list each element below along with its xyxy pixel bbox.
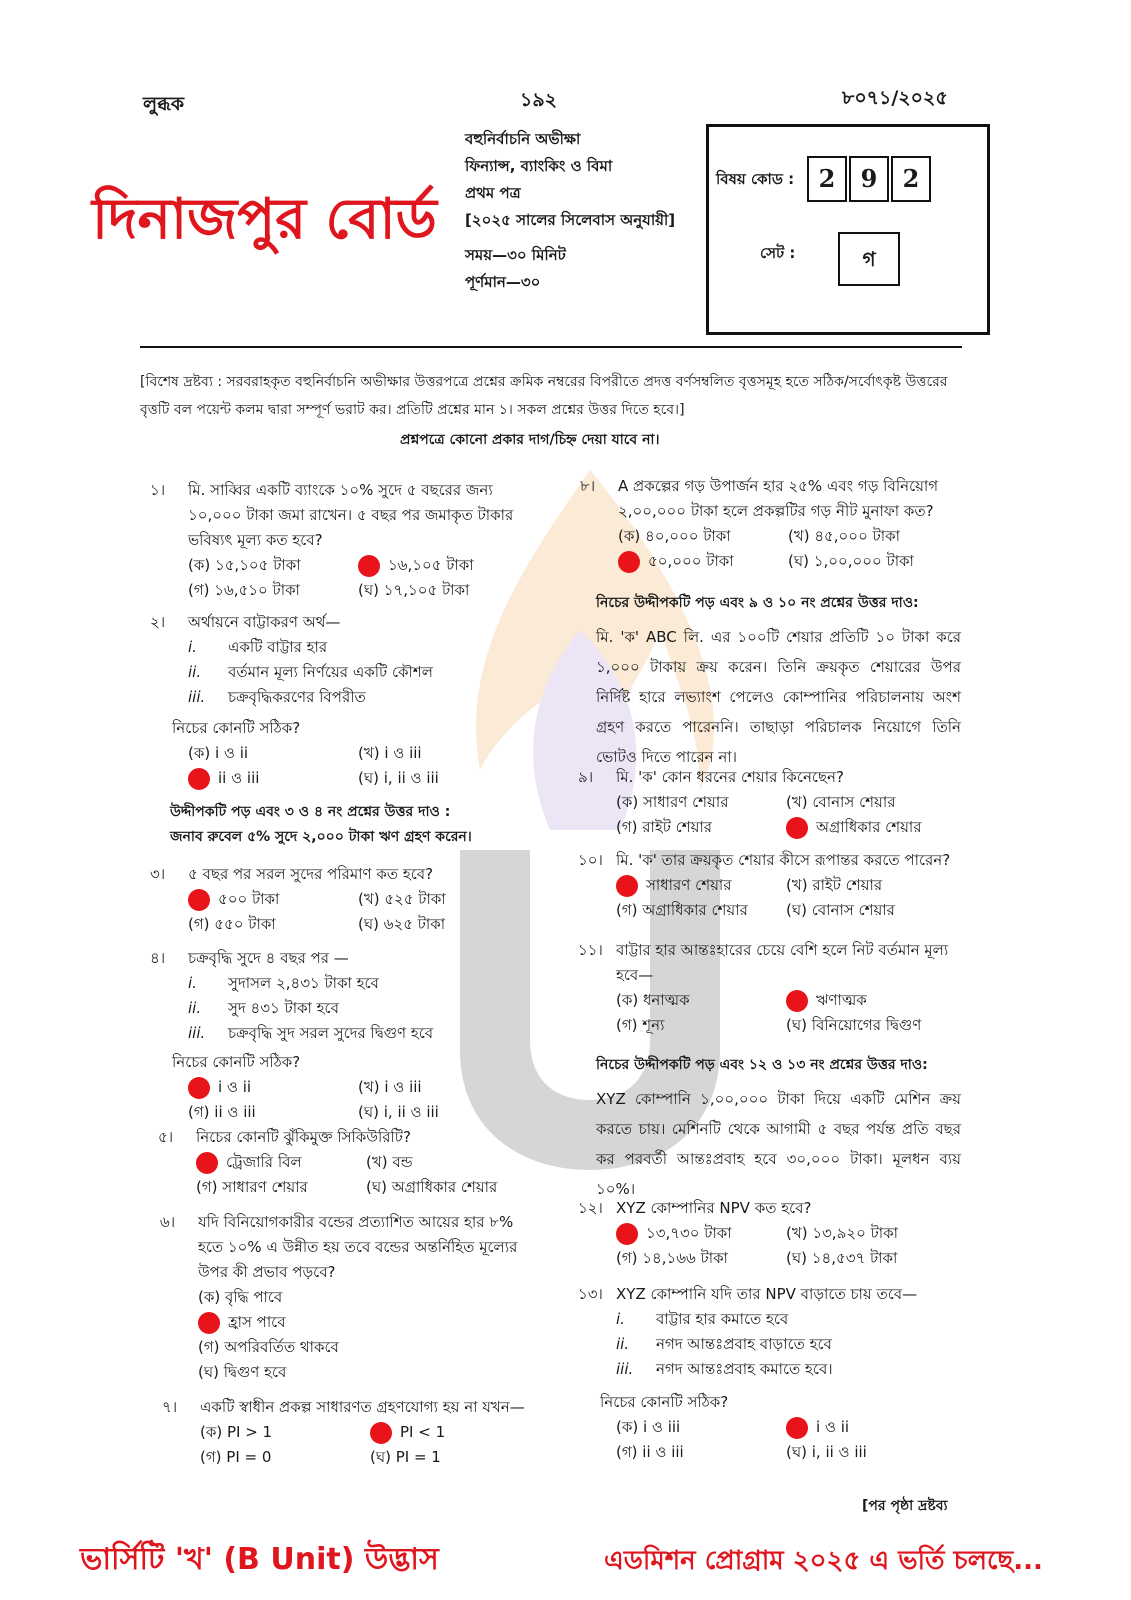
answer-dot bbox=[786, 1417, 808, 1439]
subject-code-digit: 2 bbox=[891, 156, 931, 202]
next-page-note: [পর পৃষ্ঠা দ্রষ্টব্য bbox=[862, 1498, 948, 1514]
option-c: (গ) অগ্রাধিকার শেয়ার bbox=[616, 901, 748, 919]
option-a: (ক) i ও ii bbox=[188, 744, 249, 762]
header-divider bbox=[140, 346, 962, 348]
question-3: ৩। ৫ বছর পর সরল সুদের পরিমাণ কত হবে? ৫০০ টাকা (খ) ৫২৫ টাকা (গ) ৫৫০ টাকা (ঘ) ৬২৫ টাকা bbox=[188, 862, 533, 937]
option-c-answer: ৫০,০০০ টাকা bbox=[618, 549, 788, 574]
question-text: অর্থায়নে বাট্টাকরণ অর্থ— bbox=[188, 613, 341, 631]
header-left-label: লুব্ধক bbox=[143, 93, 185, 115]
question-text: XYZ কোম্পানি যদি তার NPV বাড়াতে চায় তবে— bbox=[616, 1285, 918, 1303]
code-box bbox=[706, 124, 990, 335]
option-b-answer: হ্রাস পাবে bbox=[198, 1310, 538, 1335]
option-c-answer: ii ও iii bbox=[188, 766, 358, 791]
stem-intro: নিচের উদ্দীপকটি পড় এবং ৯ ও ১০ নং প্রশ্নের উত্তর দাও: bbox=[596, 595, 919, 611]
option-a-answer: i ও ii bbox=[188, 1075, 358, 1100]
statement-ii: ii. সুদ ৪৩১ টাকা হবে bbox=[188, 999, 339, 1017]
question-text: চক্রবৃদ্ধি সুদে ৪ বছর পর — bbox=[188, 949, 349, 967]
answer-dot bbox=[616, 875, 638, 897]
question-12: ১২। XYZ কোম্পানির NPV কত হবে? ১৩,৭৩০ টাকা (খ) ১৩,৯২০ টাকা (গ) ১৪,১৬৬ টাকা (ঘ) ১৪,৫৩৭ টাকা bbox=[616, 1196, 961, 1271]
question-text: যদি বিনিয়োগকারীর বন্ডের প্রত্যাশিত আয়ের হার ৮% হতে ১০% এ উন্নীত হয় তবে বন্ডের অন্তর্নিহিত মূল্যের উপর কী প্রভাব পড়বে? bbox=[198, 1213, 518, 1281]
question-9: ৯। মি. 'ক' কোন ধরনের শেয়ার কিনেছেন? (ক) সাধারণ শেয়ার (খ) বোনাস শেয়ার (গ) রাইট শেয়ার অগ্রাধিকার শেয়ার bbox=[616, 765, 961, 840]
notice: [বিশেষ দ্রষ্টব্য : সরবরাহকৃত বহুনির্বাচনি অভীক্ষার উত্তরপত্রে প্রশ্নের ক্রমিক নম্বরের বিপরীতে প্রদত্ত বর্ণসম্বলিত বৃত্তসমূহ হতে সঠিক/সর্বোৎকৃষ্ট উত্তরের বৃত্তটি বল পয়েন্ট কলম দ্বারা সম্পূর্ণ ভরাট কর। প্রতিটি প্রশ্নের মান ১। সকল প্রশ্নের উত্তর দিতে হবে।] bbox=[140, 374, 948, 418]
option-b-answer: ১৬,১০৫ টাকা bbox=[358, 553, 474, 578]
footer-left-ad: ভার্সিটি 'খ' (B Unit) উদ্ভাস bbox=[80, 1542, 439, 1577]
set-label: সেট : bbox=[760, 244, 796, 262]
option-a: (ক) ১৫,১০৫ টাকা bbox=[188, 556, 301, 574]
option-c: (গ) অপরিবর্তিত থাকবে bbox=[198, 1338, 339, 1356]
question-prompt: নিচের কোনটি সঠিক? bbox=[172, 719, 301, 737]
option-a: (ক) i ও iii bbox=[616, 1418, 681, 1436]
option-d: (ঘ) বিনিয়োগের দ্বিগুণ bbox=[786, 1016, 922, 1034]
footer-right-ad: এডমিশন প্রোগ্রাম ২০২৫ এ ভর্তি চলছে... bbox=[604, 1546, 1043, 1576]
option-a: (ক) সাধারণ শেয়ার bbox=[616, 793, 729, 811]
option-b: (খ) ৪৫,০০০ টাকা bbox=[788, 527, 900, 545]
option-c: (গ) ii ও iii bbox=[188, 1103, 256, 1121]
option-d: (ঘ) ৬২৫ টাকা bbox=[358, 915, 446, 933]
option-c: (গ) PI = 0 bbox=[200, 1448, 272, 1466]
option-d: (ঘ) PI = 1 bbox=[370, 1448, 441, 1466]
answer-dot bbox=[786, 817, 808, 839]
option-a-answer: ১৩,৭৩০ টাকা bbox=[616, 1221, 786, 1246]
question-11: ১১। বাট্টার হার আন্তঃহারের চেয়ে বেশি হলে নিট বর্তমান মূল্য হবে— (ক) ধনাত্মক ঋণাত্মক (গ) শূন্য (ঘ) বিনিয়োগের দ্বিগুণ bbox=[616, 938, 961, 1038]
stem-body: XYZ কোম্পানি ১,০০,০০০ টাকা দিয়ে একটি মেশিন ক্রয় করতে চায়। মেশিনটি থেকে আগামী ৫ বছর পর্যন্ত প্রতি বছর কর পরবর্তী আন্তঃপ্রবাহ হবে ৩০,০০০ টাকা। মূলধন ব্যয় ১০%। bbox=[596, 1090, 961, 1198]
question-8: ৮। A প্রকল্পের গড় উপার্জন হার ২৫% এবং গড় বিনিয়োগ ২,০০,০০০ টাকা হলে প্রকল্পটির গড় নীট মুনাফা কত? (ক) ৪০,০০০ টাকা (খ) ৪৫,০০০ টাকা ৫০,০০০ টাকা (ঘ) ১,০০,০০০ টাকা bbox=[618, 474, 963, 574]
board-name: দিনাজপুর বোর্ড bbox=[92, 186, 437, 252]
question-6: ৬। যদি বিনিয়োগকারীর বন্ডের প্রত্যাশিত আয়ের হার ৮% হতে ১০% এ উন্নীত হয় তবে বন্ডের অন্তর্নিহিত মূল্যের উপর কী প্রভাব পড়বে? (ক) বৃদ্ধি পাবে হ্রাস পাবে (গ) অপরিবর্তিত থাকবে (ঘ) দ্বিগুণ হবে bbox=[198, 1210, 538, 1385]
option-c: (গ) শূন্য bbox=[616, 1016, 665, 1034]
answer-dot bbox=[786, 990, 808, 1012]
exam-info bbox=[465, 126, 675, 296]
statement-ii: ii. বর্তমান মূল্য নির্ণয়ের একটি কৌশল bbox=[188, 663, 433, 681]
option-a: (ক) বৃদ্ধি পাবে bbox=[198, 1288, 283, 1306]
subject-code-label: বিষয় কোড : bbox=[716, 170, 795, 188]
question-prompt: নিচের কোনটি সঠিক? bbox=[172, 1053, 301, 1071]
question-text: A প্রকল্পের গড় উপার্জন হার ২৫% এবং গড় বিনিয়োগ ২,০০,০০০ টাকা হলে প্রকল্পটির গড় নীট মুনাফা কত? bbox=[618, 477, 939, 520]
statement-iii: iii. চক্রবৃদ্ধি সুদ সরল সুদের দ্বিগুণ হবে bbox=[188, 1024, 434, 1042]
option-b: (খ) ১৩,৯২০ টাকা bbox=[786, 1224, 898, 1242]
stem-intro: উদ্দীপকটি পড় এবং ৩ ও ৪ নং প্রশ্নের উত্তর দাও : bbox=[170, 804, 451, 820]
statement-i: i. সুদাসল ২,৪৩১ টাকা হবে bbox=[188, 974, 379, 992]
question-7: ৭। একটি স্বাধীন প্রকল্প সাধারণত গ্রহণযোগ্য হয় না যখন— (ক) PI > 1 PI < 1 (গ) PI = 0 (ঘ) PI = 1 bbox=[200, 1395, 540, 1470]
option-c: (গ) ১৪,১৬৬ টাকা bbox=[616, 1249, 728, 1267]
option-c: (গ) সাধারণ শেয়ার bbox=[196, 1178, 308, 1196]
answer-dot bbox=[370, 1422, 392, 1444]
option-b: (খ) বোনাস শেয়ার bbox=[786, 793, 896, 811]
option-d-answer: অগ্রাধিকার শেয়ার bbox=[786, 815, 922, 840]
exam-paper: প্রথম পত্র bbox=[465, 184, 521, 202]
stem-12-13 bbox=[596, 1050, 961, 1204]
option-b: (খ) i ও iii bbox=[358, 744, 422, 762]
question-5: ৫। নিচের কোনটি ঝুঁকিমুক্ত সিকিউরিটি? ট্রেজারি বিল (খ) বন্ড (গ) সাধারণ শেয়ার (ঘ) অগ্রাধিকার শেয়ার bbox=[196, 1125, 541, 1200]
question-text: মি. 'ক' তার ক্রয়কৃত শেয়ার কীসে রূপান্তর করতে পারেন? bbox=[616, 851, 951, 869]
statement-i: i. একটি বাট্টার হার bbox=[188, 638, 328, 656]
question-text: মি. সাব্বির একটি ব্যাংকে ১০% সুদে ৫ বছরের জন্য ১০,০০০ টাকা জমা রাখেন। ৫ বছর পর জমাকৃত টাকার ভবিষ্যৎ মূল্য কত হবে? bbox=[188, 481, 514, 549]
option-a-answer: সাধারণ শেয়ার bbox=[616, 873, 786, 898]
option-c: (গ) ১৬,৫১০ টাকা bbox=[188, 581, 300, 599]
option-c: (গ) রাইট শেয়ার bbox=[616, 818, 713, 836]
statement-i: i. বাট্টার হার কমাতে হবে bbox=[616, 1310, 789, 1328]
option-c: (গ) ৫৫০ টাকা bbox=[188, 915, 276, 933]
option-d: (ঘ) ১৭,১০৫ টাকা bbox=[358, 581, 470, 599]
question-1: ১। মি. সাব্বির একটি ব্যাংকে ১০% সুদে ৫ বছরের জন্য ১০,০০০ টাকা জমা রাখেন। ৫ বছর পর জমাকৃত টাকার ভবিষ্যৎ মূল্য কত হবে? (ক) ১৫,১০৫ টাকা ১৬,১০৫ টাকা (গ) ১৬,৫১০ টাকা (ঘ) ১৭,১০৫ টাকা bbox=[188, 478, 533, 603]
stem-body: মি. 'ক' ABC লি. এর ১০০টি শেয়ার প্রতিটি ১০ টাকা করে ১,০০০ টাকায় ক্রয় করেন। তিনি ক্রয়কৃত শেয়ারের উপর নির্দিষ্ট হারে লভ্যাংশ পেলেও কোম্পানির পরিচালনায় অংশ গ্রহণ করতে পারেননি। তাছাড়া পরিচালক নিয়োগে তিনি ভোটও দিতে পারেন না। bbox=[596, 628, 961, 766]
option-d: (ঘ) ১,০০,০০০ টাকা bbox=[788, 552, 914, 570]
option-a-answer: ৫০০ টাকা bbox=[188, 887, 358, 912]
question-text: XYZ কোম্পানির NPV কত হবে? bbox=[616, 1199, 812, 1217]
question-text: নিচের কোনটি ঝুঁকিমুক্ত সিকিউরিটি? bbox=[196, 1128, 411, 1146]
exam-time: সময়—৩০ মিনিট bbox=[465, 246, 566, 264]
option-d: (ঘ) i, ii ও iii bbox=[358, 769, 439, 787]
option-d: (ঘ) দ্বিগুণ হবে bbox=[198, 1363, 287, 1381]
question-text: বাট্টার হার আন্তঃহারের চেয়ে বেশি হলে নিট বর্তমান মূল্য হবে— bbox=[616, 941, 949, 984]
question-13: ১৩। XYZ কোম্পানি যদি তার NPV বাড়াতে চায় তবে— i. বাট্টার হার কমাতে হবে ii. নগদ আন্তঃপ্রবাহ বাড়াতে হবে iii. নগদ আন্তঃপ্রবাহ কমাতে হবে। নিচের কোনটি সঠিক? (ক) i ও iii i ও ii (গ) ii ও iii (ঘ) i, ii ও iii bbox=[616, 1282, 961, 1465]
option-d: (ঘ) i, ii ও iii bbox=[358, 1103, 439, 1121]
option-d: (ঘ) i, ii ও iii bbox=[786, 1443, 867, 1461]
option-a: (ক) PI > 1 bbox=[200, 1423, 273, 1441]
stem-body: জনাব রুবেল ৫% সুদে ২,০০০ টাকা ঋণ গ্রহণ করেন। bbox=[170, 829, 472, 845]
question-text: মি. 'ক' কোন ধরনের শেয়ার কিনেছেন? bbox=[616, 768, 844, 786]
notice-warning: প্রশ্নপত্রে কোনো প্রকার দাগ/চিহ্ন দেয়া যাবে না। bbox=[400, 432, 660, 448]
option-b-answer: ঋণাত্মক bbox=[786, 988, 867, 1013]
option-b: (খ) বন্ড bbox=[366, 1153, 413, 1171]
answer-dot bbox=[618, 551, 640, 573]
question-10: ১০। মি. 'ক' তার ক্রয়কৃত শেয়ার কীসে রূপান্তর করতে পারেন? সাধারণ শেয়ার (খ) রাইট শেয়ার (গ) অগ্রাধিকার শেয়ার (ঘ) বোনাস শেয়ার bbox=[616, 848, 966, 923]
option-d: (ঘ) ১৪,৫৩৭ টাকা bbox=[786, 1249, 898, 1267]
exam-subject: ফিন্যান্স, ব্যাংকিং ও বিমা bbox=[465, 157, 613, 175]
header-right-code: ৮০৭১/২০২৫ bbox=[842, 87, 948, 109]
option-d: (ঘ) অগ্রাধিকার শেয়ার bbox=[366, 1178, 498, 1196]
exam-full-marks: পূর্ণমান—৩০ bbox=[465, 273, 541, 291]
exam-type: বহুনির্বাচনি অভীক্ষা bbox=[465, 130, 581, 148]
option-b-answer: PI < 1 bbox=[370, 1420, 445, 1445]
question-prompt: নিচের কোনটি সঠিক? bbox=[600, 1393, 729, 1411]
subject-code-digit: 9 bbox=[849, 156, 889, 202]
option-b-answer: i ও ii bbox=[786, 1415, 849, 1440]
option-a-answer: ট্রেজারি বিল bbox=[196, 1150, 366, 1175]
answer-dot bbox=[188, 889, 210, 911]
option-a: (ক) ধনাত্মক bbox=[616, 991, 690, 1009]
statement-iii: iii. নগদ আন্তঃপ্রবাহ কমাতে হবে। bbox=[616, 1360, 833, 1378]
stem-3-4 bbox=[170, 800, 540, 850]
question-4: ৪। চক্রবৃদ্ধি সুদে ৪ বছর পর — i. সুদাসল ২,৪৩১ টাকা হবে ii. সুদ ৪৩১ টাকা হবে iii. চক্রবৃদ্ধি সুদ সরল সুদের দ্বিগুণ হবে নিচের কোনটি সঠিক? i ও ii (খ) i ও iii (গ) ii ও iii (ঘ) i, ii ও iii bbox=[188, 946, 533, 1125]
exam-syllabus: [২০২৫ সালের সিলেবাস অনুযায়ী] bbox=[465, 211, 676, 229]
answer-dot bbox=[616, 1223, 638, 1245]
option-b: (খ) রাইট শেয়ার bbox=[786, 876, 883, 894]
answer-dot bbox=[188, 768, 210, 790]
answer-dot bbox=[358, 555, 380, 577]
set-value: গ bbox=[838, 232, 900, 286]
question-text: ৫ বছর পর সরল সুদের পরিমাণ কত হবে? bbox=[188, 865, 434, 883]
stem-intro: নিচের উদ্দীপকটি পড় এবং ১২ ও ১৩ নং প্রশ্নের উত্তর দাও: bbox=[596, 1057, 928, 1073]
question-2: ২। অর্থায়নে বাট্টাকরণ অর্থ— i. একটি বাট্টার হার ii. বর্তমান মূল্য নির্ণয়ের একটি কৌশল iii. চক্রবৃদ্ধিকরণের বিপরীত নিচের কোনটি সঠিক? (ক) i ও ii (খ) i ও iii ii ও iii (ঘ) i, ii ও iii bbox=[188, 610, 533, 791]
option-b: (খ) i ও iii bbox=[358, 1078, 422, 1096]
subject-code-digit: 2 bbox=[807, 156, 847, 202]
answer-dot bbox=[198, 1312, 220, 1334]
option-a: (ক) ৪০,০০০ টাকা bbox=[618, 527, 731, 545]
statement-ii: ii. নগদ আন্তঃপ্রবাহ বাড়াতে হবে bbox=[616, 1335, 832, 1353]
header-center-code: ১৯২ bbox=[520, 89, 558, 111]
stem-9-10 bbox=[596, 588, 961, 772]
answer-dot bbox=[196, 1152, 218, 1174]
option-c: (গ) ii ও iii bbox=[616, 1443, 684, 1461]
statement-iii: iii. চক্রবৃদ্ধিকরণের বিপরীত bbox=[188, 688, 366, 706]
option-d: (ঘ) বোনাস শেয়ার bbox=[786, 901, 895, 919]
question-text: একটি স্বাধীন প্রকল্প সাধারণত গ্রহণযোগ্য হয় না যখন— bbox=[200, 1398, 525, 1416]
answer-dot bbox=[188, 1077, 210, 1099]
option-b: (খ) ৫২৫ টাকা bbox=[358, 890, 446, 908]
